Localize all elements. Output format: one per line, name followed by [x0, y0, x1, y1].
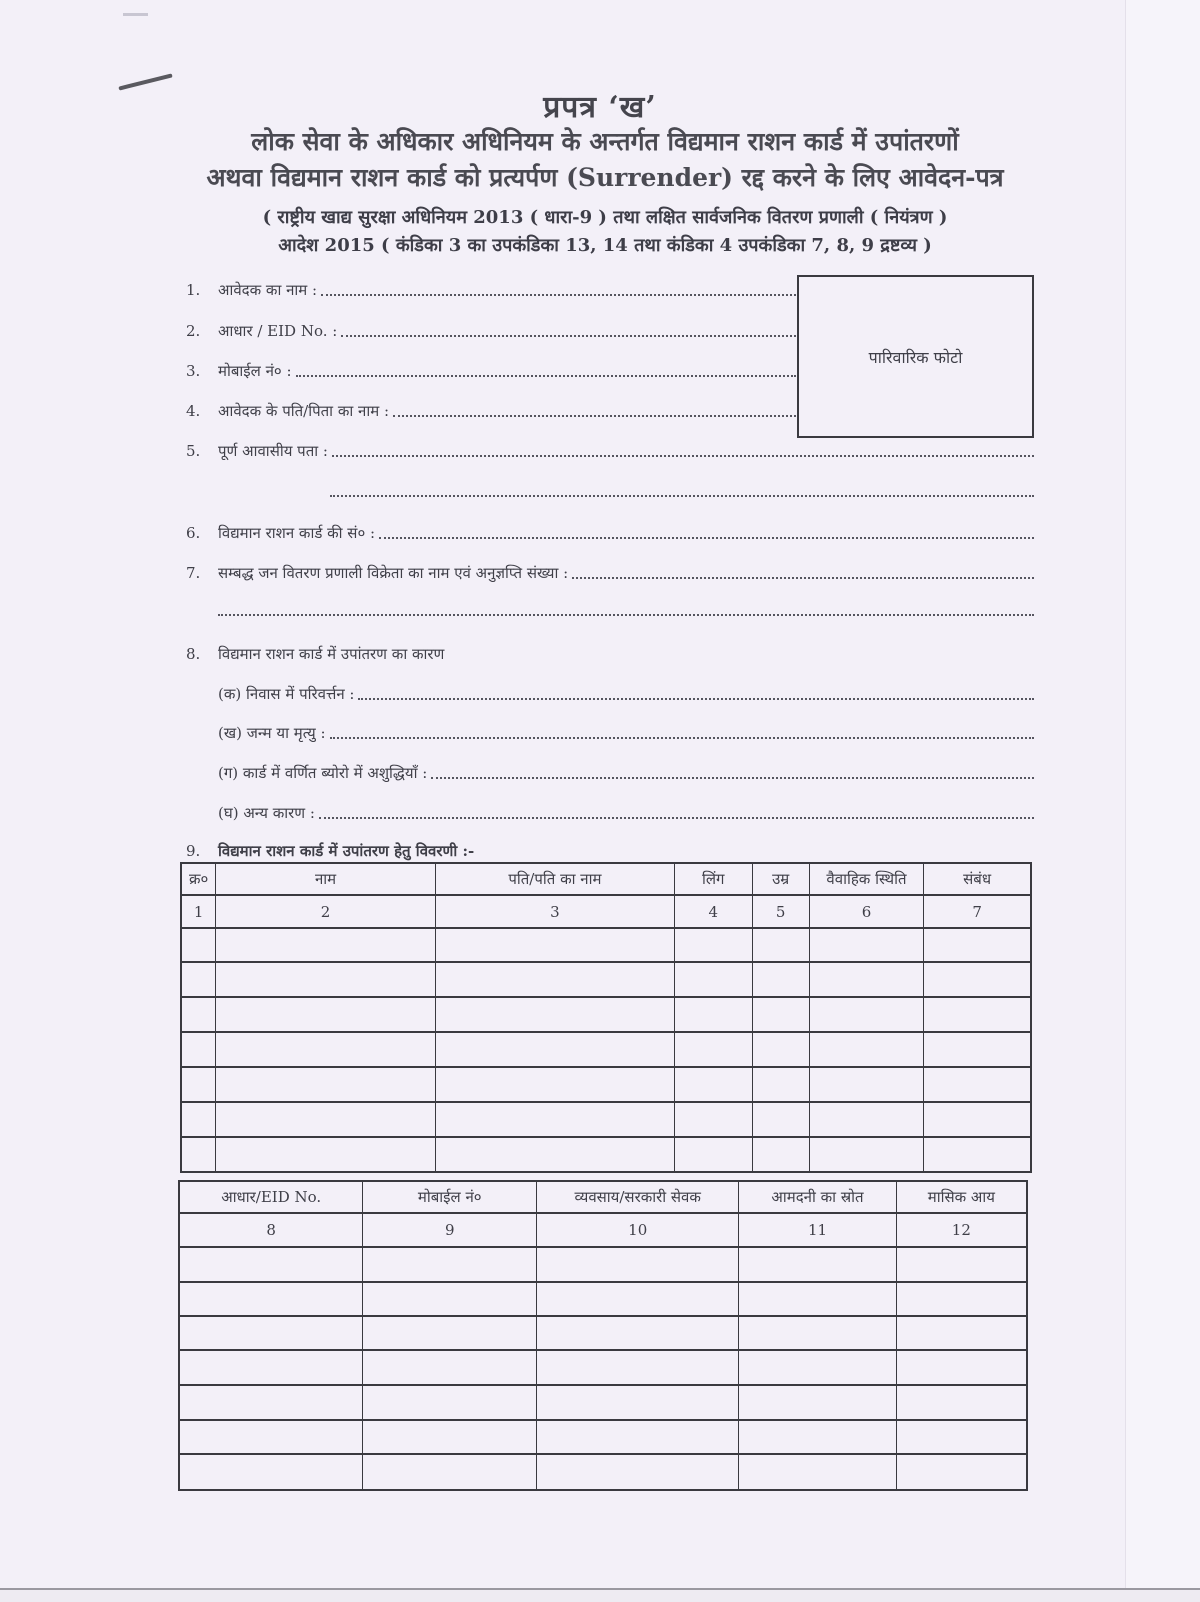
form-subheading-line-2: आदेश 2015 ( कंडिका 3 का उपकंडिका 13, 14 तथा कंडिका 4 उपकंडिका 7, 8, 9 द्रष्टव्य ) — [278, 235, 932, 256]
table-cell[interactable] — [739, 1316, 896, 1350]
table-cell[interactable] — [181, 1137, 216, 1172]
table-cell[interactable] — [537, 1350, 739, 1385]
field-label: सम्बद्ध जन वितरण प्रणाली विक्रेता का नाम एवं अनुज्ञप्ति संख्या : — [218, 564, 569, 582]
applicant-name-field[interactable] — [186, 280, 796, 300]
table-cell[interactable] — [739, 1247, 896, 1282]
table-cell[interactable] — [896, 1350, 1027, 1385]
table-cell[interactable] — [674, 1067, 752, 1102]
reason-other-input-line[interactable] — [319, 816, 1034, 819]
father-husband-name-input-line[interactable] — [393, 414, 796, 417]
table-cell[interactable] — [435, 1067, 674, 1102]
column-number-row — [179, 1213, 1027, 1247]
table-cell[interactable] — [363, 1454, 537, 1490]
col-header-occupation: व्यवसाय/सरकारी सेवक — [537, 1181, 739, 1213]
col-header-aadhaar-eid: आधार/EID No. — [179, 1181, 363, 1213]
table-cell[interactable] — [809, 1102, 923, 1137]
table-cell[interactable] — [181, 997, 216, 1032]
column-number-row — [181, 895, 1031, 928]
table-cell[interactable] — [435, 928, 674, 962]
table-row — [181, 1067, 1031, 1102]
table-cell[interactable] — [752, 928, 809, 962]
column-number: 10 — [537, 1213, 739, 1247]
field-number: 4. — [186, 402, 201, 420]
section-number: 9. — [186, 842, 201, 860]
table-cell[interactable] — [181, 1067, 216, 1102]
table-cell[interactable] — [179, 1282, 363, 1316]
table-cell[interactable] — [363, 1247, 537, 1282]
pds-dealer-input-line-2[interactable] — [218, 613, 1034, 616]
table-cell[interactable] — [216, 1102, 436, 1137]
field-number: 7. — [186, 564, 201, 582]
table-row — [179, 1385, 1027, 1420]
full-address-input-line-1[interactable] — [332, 454, 1034, 457]
aadhaar-eid-field[interactable] — [186, 321, 796, 341]
column-number: 7 — [924, 895, 1031, 928]
table-cell[interactable] — [435, 997, 674, 1032]
table-cell[interactable] — [435, 1032, 674, 1067]
column-number: 1 — [181, 895, 216, 928]
reason-card-errors-input-line[interactable] — [431, 776, 1034, 779]
table-cell[interactable] — [896, 1385, 1027, 1420]
table-row — [179, 1420, 1027, 1454]
income-details-table — [178, 1180, 1028, 1491]
table-cell[interactable] — [896, 1420, 1027, 1454]
column-number: 6 — [809, 895, 923, 928]
form-subheading-line-1: ( राष्ट्रीय खाद्य सुरक्षा अधिनियम 2013 ( धारा-9 ) तथा लक्षित सार्वजनिक वितरण प्रणाली ( नियंत्रण ) — [262, 207, 948, 228]
scan-mark — [123, 13, 148, 16]
column-number: 8 — [179, 1213, 363, 1247]
reason-residence-change-input-line[interactable] — [358, 697, 1034, 700]
table-cell[interactable] — [924, 928, 1031, 962]
family-members-table — [180, 862, 1032, 1173]
table-cell[interactable] — [674, 928, 752, 962]
table-cell[interactable] — [896, 1316, 1027, 1350]
table-cell[interactable] — [181, 1032, 216, 1067]
column-number: 11 — [739, 1213, 896, 1247]
section-label: विद्यमान राशन कार्ड में उपांतरण हेतु विवरणी :- — [218, 842, 475, 860]
ration-card-number-field[interactable] — [186, 523, 1034, 543]
column-number: 4 — [674, 895, 752, 928]
table-cell[interactable] — [537, 1282, 739, 1316]
table-cell[interactable] — [181, 962, 216, 997]
field-label: (ख) जन्म या मृत्यु : — [218, 724, 326, 742]
table-cell[interactable] — [674, 997, 752, 1032]
modification-reason-heading — [186, 644, 1034, 664]
pds-dealer-continuation[interactable] — [218, 602, 1034, 620]
table-row — [181, 1032, 1031, 1067]
table-row — [181, 1137, 1031, 1172]
pds-dealer-input-line-1[interactable] — [572, 576, 1034, 579]
col-header-name: नाम — [216, 863, 436, 895]
field-number: 1. — [186, 281, 201, 299]
table-cell[interactable] — [363, 1282, 537, 1316]
table-cell[interactable] — [809, 997, 923, 1032]
table-cell[interactable] — [809, 962, 923, 997]
table-cell[interactable] — [739, 1454, 896, 1490]
reason-residence-change-field[interactable] — [218, 684, 1034, 704]
ration-card-number-input-line[interactable] — [379, 536, 1034, 539]
col-header-age: उम्र — [752, 863, 809, 895]
table-cell[interactable] — [739, 1350, 896, 1385]
field-label: पूर्ण आवासीय पता : — [218, 442, 328, 460]
family-photo-label: पारिवारिक फोटो — [868, 347, 963, 367]
table-cell[interactable] — [752, 1102, 809, 1137]
col-header-marital-status: वैवाहिक स्थिति — [809, 863, 923, 895]
table-cell[interactable] — [809, 1067, 923, 1102]
table-cell[interactable] — [752, 1032, 809, 1067]
table-cell[interactable] — [752, 997, 809, 1032]
paper-edge-right — [1125, 0, 1200, 1600]
table-cell[interactable] — [179, 1454, 363, 1490]
field-number: 3. — [186, 362, 201, 380]
table-cell[interactable] — [674, 1032, 752, 1067]
col-header-father-husband-name: पति/पति का नाम — [435, 863, 674, 895]
table-cell[interactable] — [363, 1316, 537, 1350]
table-cell[interactable] — [924, 997, 1031, 1032]
table-row — [181, 962, 1031, 997]
reason-other-field[interactable] — [218, 803, 1034, 823]
table-cell[interactable] — [809, 1032, 923, 1067]
column-number: 12 — [896, 1213, 1027, 1247]
table-row — [181, 997, 1031, 1032]
field-label: आवेदक का नाम : — [218, 281, 318, 299]
field-number: 6. — [186, 524, 201, 542]
family-photo-box[interactable] — [797, 275, 1034, 438]
table-cell[interactable] — [216, 1032, 436, 1067]
table-cell[interactable] — [752, 1067, 809, 1102]
table-cell[interactable] — [216, 928, 436, 962]
field-label: आधार / EID No. : — [218, 322, 338, 340]
field-label: (क) निवास में परिवर्त्तन : — [218, 685, 355, 703]
table-cell[interactable] — [739, 1420, 896, 1454]
table-cell[interactable] — [179, 1385, 363, 1420]
form-heading-line-2: अथवा विद्यमान राशन कार्ड को प्रत्यर्पण (Surrender) रद्द करने के लिए आवेदन-पत्र — [206, 163, 1004, 192]
column-number: 2 — [216, 895, 436, 928]
column-number: 9 — [363, 1213, 537, 1247]
full-address-continuation[interactable] — [330, 483, 1034, 501]
field-label: मोबाईल नं० : — [218, 362, 292, 380]
table-cell[interactable] — [924, 1032, 1031, 1067]
section-label: विद्यमान राशन कार्ड में उपांतरण का कारण — [218, 645, 445, 663]
field-label: (ग) कार्ड में वर्णित ब्योरो में अशुद्धियाँ : — [218, 764, 428, 782]
table-cell[interactable] — [363, 1420, 537, 1454]
table-cell[interactable] — [809, 1137, 923, 1172]
table-cell[interactable] — [216, 997, 436, 1032]
table-row — [179, 1350, 1027, 1385]
form-heading-line-1: लोक सेवा के अधिकार अधिनियम के अन्तर्गत विद्यमान राशन कार्ड में उपांतरणों — [251, 127, 959, 156]
col-header-gender: लिंग — [674, 863, 752, 895]
table-cell[interactable] — [896, 1454, 1027, 1490]
table-cell[interactable] — [537, 1454, 739, 1490]
table-cell[interactable] — [537, 1247, 739, 1282]
table-cell[interactable] — [739, 1282, 896, 1316]
table-cell[interactable] — [924, 1067, 1031, 1102]
applicant-name-input-line[interactable] — [321, 293, 796, 296]
table-cell[interactable] — [435, 962, 674, 997]
table-cell[interactable] — [363, 1350, 537, 1385]
table-cell[interactable] — [216, 1067, 436, 1102]
table-row — [179, 1316, 1027, 1350]
table-cell[interactable] — [537, 1420, 739, 1454]
full-address-field[interactable] — [186, 441, 1034, 461]
table-cell[interactable] — [809, 928, 923, 962]
col-header-income-source: आमदनी का स्रोत — [739, 1181, 896, 1213]
table-row — [179, 1247, 1027, 1282]
table-cell[interactable] — [752, 962, 809, 997]
reason-birth-death-input-line[interactable] — [330, 736, 1034, 739]
table-cell[interactable] — [537, 1385, 739, 1420]
table-cell[interactable] — [179, 1350, 363, 1385]
reason-card-errors-field[interactable] — [218, 763, 1034, 783]
table-cell[interactable] — [674, 1137, 752, 1172]
table-header-row — [181, 863, 1031, 895]
table-cell[interactable] — [179, 1420, 363, 1454]
aadhaar-eid-input-line[interactable] — [341, 334, 796, 337]
table-cell[interactable] — [674, 962, 752, 997]
table-cell[interactable] — [216, 962, 436, 997]
father-husband-name-field[interactable] — [186, 401, 796, 421]
field-label: (घ) अन्य कारण : — [218, 804, 315, 822]
column-number: 3 — [435, 895, 674, 928]
table-header-row — [179, 1181, 1027, 1213]
table-cell[interactable] — [363, 1385, 537, 1420]
table-cell[interactable] — [435, 1102, 674, 1137]
table-cell[interactable] — [179, 1247, 363, 1282]
col-header-relation: संबंध — [924, 863, 1031, 895]
table-cell[interactable] — [435, 1137, 674, 1172]
table-row — [179, 1282, 1027, 1316]
table-cell[interactable] — [924, 962, 1031, 997]
modification-details-heading — [186, 841, 1034, 861]
table-cell[interactable] — [216, 1137, 436, 1172]
col-header-monthly-income: मासिक आय — [896, 1181, 1027, 1213]
field-label: विद्यमान राशन कार्ड की सं० : — [218, 524, 376, 542]
full-address-input-line-2[interactable] — [330, 494, 1034, 497]
table-cell[interactable] — [537, 1316, 739, 1350]
table-cell[interactable] — [674, 1102, 752, 1137]
table-cell[interactable] — [181, 1102, 216, 1137]
column-number: 5 — [752, 895, 809, 928]
table-cell[interactable] — [181, 928, 216, 962]
col-header-mobile: मोबाईल नं० — [363, 1181, 537, 1213]
field-label: आवेदक के पति/पिता का नाम : — [218, 402, 390, 420]
table-cell[interactable] — [896, 1282, 1027, 1316]
table-row — [179, 1454, 1027, 1490]
table-cell[interactable] — [896, 1247, 1027, 1282]
table-row — [181, 928, 1031, 962]
table-cell[interactable] — [739, 1385, 896, 1420]
table-cell[interactable] — [752, 1137, 809, 1172]
form-title: प्रपत्र ‘ख’ — [543, 90, 657, 125]
table-cell[interactable] — [179, 1316, 363, 1350]
table-row — [181, 1102, 1031, 1137]
field-number: 2. — [186, 322, 201, 340]
reason-birth-death-field[interactable] — [218, 723, 1034, 743]
mobile-number-field[interactable] — [186, 361, 796, 381]
mobile-number-input-line[interactable] — [296, 374, 796, 377]
table-cell[interactable] — [924, 1137, 1031, 1172]
section-number: 8. — [186, 645, 201, 663]
field-number: 5. — [186, 442, 201, 460]
col-header-serial: क्र० — [181, 863, 216, 895]
table-cell[interactable] — [924, 1102, 1031, 1137]
pds-dealer-field[interactable] — [186, 563, 1034, 583]
